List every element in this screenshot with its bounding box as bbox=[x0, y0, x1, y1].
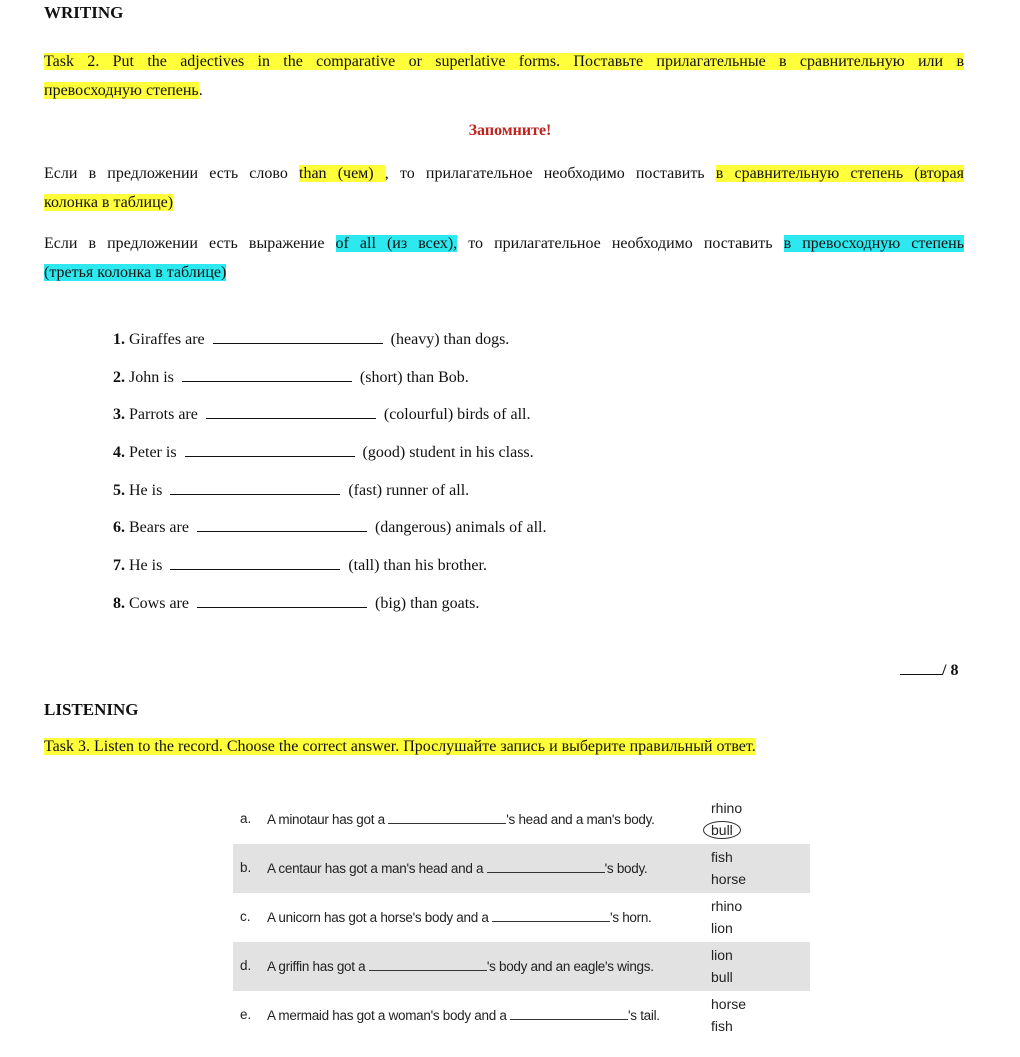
exercise-hint: (fast) runner of all. bbox=[348, 482, 470, 499]
answer-blank[interactable] bbox=[487, 860, 605, 873]
rule1-than: than (чем) bbox=[299, 165, 385, 182]
answer-blank[interactable] bbox=[510, 1007, 628, 1020]
sentence-start: A minotaur has got a bbox=[267, 812, 385, 827]
listening-heading: LISTENING bbox=[44, 700, 139, 719]
answer-blank[interactable] bbox=[185, 442, 355, 457]
rule2-of-all: of all (из всех), bbox=[335, 235, 458, 252]
rule1-mid: , то прилагательное необходимо поставить bbox=[384, 165, 716, 182]
rule1-degree-b: колонка в таблице) bbox=[44, 194, 174, 211]
rule2-pre: Если в предложении есть выражение bbox=[44, 235, 336, 252]
option-1[interactable]: lion bbox=[711, 947, 733, 963]
sentence-start: A unicorn has got a horse's body and a bbox=[267, 910, 489, 925]
task2-line2: превосходную степень bbox=[44, 82, 199, 99]
exercise-number: 6. bbox=[113, 519, 125, 536]
answer-blank[interactable] bbox=[213, 329, 383, 344]
exercise-hint: (dangerous) animals of all. bbox=[374, 519, 547, 536]
answer-blank[interactable] bbox=[492, 909, 610, 922]
exercise-stem: Peter is bbox=[129, 444, 177, 461]
exercise-number: 3. bbox=[113, 406, 125, 423]
exercise-stem: Parrots are bbox=[129, 406, 198, 423]
rule1-degree-a: в сравнительную степень (вторая bbox=[715, 165, 965, 182]
option-1[interactable]: fish bbox=[711, 849, 733, 865]
row-sentence bbox=[267, 811, 655, 827]
exercise-item bbox=[113, 517, 546, 537]
answer-blank[interactable] bbox=[170, 480, 340, 495]
table-row bbox=[233, 795, 810, 844]
task2-instruction bbox=[44, 47, 964, 105]
row-letter: a. bbox=[240, 811, 252, 826]
option-1[interactable]: horse bbox=[711, 996, 747, 1012]
row-sentence bbox=[267, 860, 647, 876]
option-2[interactable] bbox=[711, 822, 741, 838]
exercise-hint: (heavy) than dogs. bbox=[390, 331, 510, 348]
exercise-number: 5. bbox=[113, 482, 125, 499]
exercise-item bbox=[113, 329, 509, 349]
exercise-number: 7. bbox=[113, 557, 125, 574]
task2-line1: Task 2. Put the adjectives in the comparative or superlative forms. Поставьте прилагательные в сравнительную или в bbox=[44, 53, 964, 70]
exercise-item bbox=[113, 480, 469, 500]
score-total: / 8 bbox=[942, 662, 959, 679]
writing-heading: WRITING bbox=[44, 3, 124, 22]
row-letter: c. bbox=[240, 909, 251, 924]
option-2[interactable]: fish bbox=[711, 1018, 733, 1034]
listening-table bbox=[233, 795, 810, 1040]
exercise-stem: John is bbox=[129, 369, 174, 386]
row-sentence bbox=[267, 958, 654, 974]
sentence-end: 's body and an eagle's wings. bbox=[486, 959, 654, 974]
answer-blank[interactable] bbox=[182, 367, 352, 382]
answer-blank[interactable] bbox=[197, 517, 367, 532]
row-letter: b. bbox=[240, 860, 252, 875]
table-row bbox=[233, 893, 810, 942]
row-sentence bbox=[267, 909, 652, 925]
sentence-start: A centaur has got a man's head and a bbox=[267, 861, 484, 876]
sentence-end: 's horn. bbox=[610, 910, 652, 925]
score-blank[interactable] bbox=[900, 660, 942, 675]
task3-instruction bbox=[44, 732, 756, 761]
rule1-pre: Если в предложении есть слово bbox=[44, 165, 299, 182]
rule2-degree-a: в превосходную степень bbox=[783, 235, 965, 252]
circled-answer: bull bbox=[703, 821, 741, 839]
exercise-number: 4. bbox=[113, 444, 125, 461]
rule2-mid: то прилагательное необходимо поставить bbox=[457, 235, 784, 252]
option-1[interactable]: rhino bbox=[711, 898, 743, 914]
option-1[interactable]: rhino bbox=[711, 800, 743, 816]
writing-score bbox=[900, 660, 958, 680]
sentence-end: 's body. bbox=[604, 861, 648, 876]
exercise-hint: (colourful) birds of all. bbox=[383, 406, 531, 423]
answer-blank[interactable] bbox=[369, 958, 487, 971]
answer-blank[interactable] bbox=[206, 404, 376, 419]
exercise-hint: (short) than Bob. bbox=[359, 369, 469, 386]
exercise-hint: (big) than goats. bbox=[374, 595, 480, 612]
exercise-number: 8. bbox=[113, 595, 125, 612]
exercise-stem: He is bbox=[129, 557, 163, 574]
table-row bbox=[233, 991, 810, 1040]
exercise-item bbox=[113, 593, 479, 613]
option-2[interactable]: horse bbox=[711, 871, 747, 887]
rule-superlative bbox=[44, 229, 964, 287]
exercise-item bbox=[113, 442, 534, 462]
sentence-start: A griffin has got a bbox=[267, 959, 366, 974]
exercise-number: 2. bbox=[113, 369, 125, 386]
exercise-stem: Bears are bbox=[129, 519, 189, 536]
exercise-stem: Giraffes are bbox=[129, 331, 205, 348]
row-sentence bbox=[267, 1007, 660, 1023]
row-letter: e. bbox=[240, 1007, 252, 1022]
table-row bbox=[233, 942, 810, 991]
row-letter: d. bbox=[240, 958, 252, 973]
exercise-stem: He is bbox=[129, 482, 163, 499]
task3-text: Task 3. Listen to the record. Choose the correct answer. Прослушайте запись и выберите правильный ответ. bbox=[44, 738, 756, 755]
sentence-start: A mermaid has got a woman's body and a bbox=[267, 1008, 507, 1023]
exercise-stem: Cows are bbox=[129, 595, 189, 612]
task2-period: . bbox=[198, 82, 203, 99]
exercise-hint: (good) student in his class. bbox=[362, 444, 534, 461]
rule-comparative bbox=[44, 159, 964, 217]
remember-heading: Запомните! bbox=[468, 122, 552, 139]
exercise-item bbox=[113, 555, 487, 575]
rule2-degree-b: (третья колонка в таблице) bbox=[44, 264, 227, 281]
answer-blank[interactable] bbox=[388, 811, 506, 824]
option-2[interactable]: lion bbox=[711, 920, 733, 936]
sentence-end: 's tail. bbox=[628, 1008, 660, 1023]
answer-blank[interactable] bbox=[170, 555, 340, 570]
sentence-end: 's head and a man's body. bbox=[506, 812, 655, 827]
exercise-hint: (tall) than his brother. bbox=[348, 557, 487, 574]
exercise-item bbox=[113, 367, 469, 387]
option-2[interactable]: bull bbox=[711, 969, 733, 985]
table-row bbox=[233, 844, 810, 893]
answer-blank[interactable] bbox=[197, 593, 367, 608]
exercise-number: 1. bbox=[113, 331, 125, 348]
exercise-item bbox=[113, 404, 530, 424]
